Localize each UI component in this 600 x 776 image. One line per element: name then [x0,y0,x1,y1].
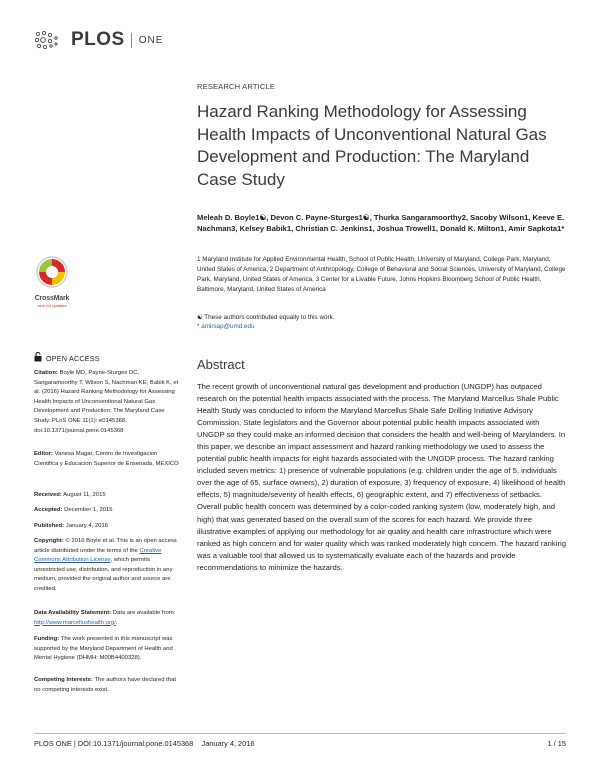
competing-interests-label: Competing Interests: [34,677,93,683]
article-title: Hazard Ranking Methodology for Assessing Health Impacts of Unconventional Natural Gas Development and Production: The Maryland Case Study [197,102,547,189]
logo-divider [131,33,132,48]
page-number: 1 / 15 [547,739,566,748]
data-availability-text: Data are available from: [112,610,176,616]
citation-block [34,369,179,436]
contribution-notes [197,313,567,331]
data-availability-label: Data Availability Statement: [34,610,112,616]
copyright-label: Copyright: [34,538,64,544]
citation-text: Boyle MD, Payne-Sturges DC, Sangaramoorthy T, Wilson S, Nachman KE, Babik K, et al. (2016) Hazard Ranking Methodology for Assessing Health Impacts of Unconventional Natural Gas Development and Production: The Maryland Case Study. PLoS ONE 11(1): e0145368. doi:10.1371/journal.pone.0145368 [34,370,179,434]
crossmark-icon [35,255,69,289]
affiliations: 1 Maryland Institute for Applied Environmental Health, School of Public Health, University of Maryland, College Park, Maryland, United States of America, 2 Department of Anthropology, College of Behavioral and Social Sciences, University of Maryland, College Park, Maryland, United States of America, 3 Center for a Livable Future, Johns Hopkins Bloomberg School of Public Health, Baltimore, Maryland, United States of America [197,256,566,294]
accepted-label: Accepted: [34,507,63,513]
copyright-block [34,537,179,595]
copyright-text-a: © 2016 Boyle et al. This is an open access article distributed under the terms of the [34,538,177,554]
received-date: August 11, 2015 [63,492,106,498]
accepted-date: December 1, 2015 [64,507,113,513]
corresponding-email-link[interactable]: * amirsap@umd.edu [197,323,255,331]
published-date: January 4, 2016 [65,523,108,529]
editor-block [34,450,179,469]
equal-contribution-note: ☯ These authors contributed equally to this work. [197,314,335,321]
logo-journal-text: ONE [138,34,164,46]
plos-one-logo [34,29,163,51]
citation-label: Citation: [34,370,58,376]
received-label: Received: [34,492,62,498]
editor-label: Editor: [34,451,53,457]
open-lock-icon [34,352,42,364]
competing-interests-text: The authors have declared that no competing interests exist. [34,677,176,693]
published-label: Published: [34,523,65,529]
abstract-body: The recent growth of unconventional natural gas development and production (UNGDP) has outpaced research on the potential health impacts associated with the process. The Maryland Marcellus Shale Public Health Study was conducted to inform the Maryland Marcellus Shale Safe Drilling Initiative Advisory Commission, State legislators and the Governor about potential public health impacts associated with UNGDP so they could make an informed decision that considers the health and well-being of Marylanders. In this paper, we describe an impact assessment and hazard ranking methodology we used to assess the potential public health impacts for eight hazards associated with the UNGDP process. The hazard ranking included seven metrics: 1) presence of vulnerable populations (e.g. children under the age of 5, individuals over the age of 65, surface owners), 2) duration of exposure, 3) frequency of exposure, 4) likelihood of health effects, 5) magnitude/severity of health effects, 6) geographic extent, and 7) effectiveness of setbacks. Overall public health concern was determined by a color-coded ranking system (low, moderately high, and high) that was generated based on the overall sum of the scores for each hazard. We provide three illustrative examples of applying our methodology for air quality and health care infrastructure which were ranked as high concern and for water quality which was ranked moderately high concern. The hazard ranking was a valuable tool that allowed us to systematically evaluate each of the hazards and provide recommendations to minimize the hazards. [197,382,566,572]
cc-license-link[interactable]: Creative Commons Attribution License [34,547,162,564]
crossmark-label: CrossMark [34,295,70,302]
accepted-block [34,506,179,516]
open-access-badge [34,352,100,364]
received-block [34,491,179,501]
plos-mark-icon [34,30,68,50]
copyright-text-b: , which permits unrestricted use, distribution, and reproduction in any medium, provided the original author and source are credited. [34,557,173,592]
abstract-heading: Abstract [197,357,245,372]
footer-divider [34,733,566,734]
author-list: Meleah D. Boyle1☯, Devon C. Payne-Sturges1☯, Thurka Sangaramoorthy2, Sacoby Wilson1, Keeve E. Nachman3, Kelsey Babik1, Christian C. Jenkins1, Joshua Trowell1, Donald K. Milton1, Amir Sapkota1* [197,213,565,234]
data-availability-link[interactable]: http://www.marcellushealth.org/ [34,619,116,626]
article-type: RESEARCH ARTICLE [197,82,276,91]
published-block [34,522,179,532]
open-access-label: OPEN ACCESS [46,353,100,363]
funding-text: The work presented in this manuscript was supported by the Maryland Department of Health and Mental Hygiene (DHMH: M00B4400328). [34,636,173,662]
funding-label: Funding: [34,636,60,642]
editor-text: Vanesa Magar, Centro de Investigacion Cientifica y Educacion Superior de Ensenada, MEXICO [34,451,179,467]
crossmark-sub-label: click for updates [37,303,67,308]
data-availability-end: . [115,619,118,626]
crossmark-badge[interactable] [33,255,71,308]
competing-interests-block [34,676,179,695]
data-availability-block [34,609,179,628]
funding-block [34,635,179,664]
logo-plos-text: PLOS [71,29,125,50]
footer-citation: PLOS ONE | DOI:10.1371/journal.pone.0145368 January 4, 2016 [34,739,255,748]
